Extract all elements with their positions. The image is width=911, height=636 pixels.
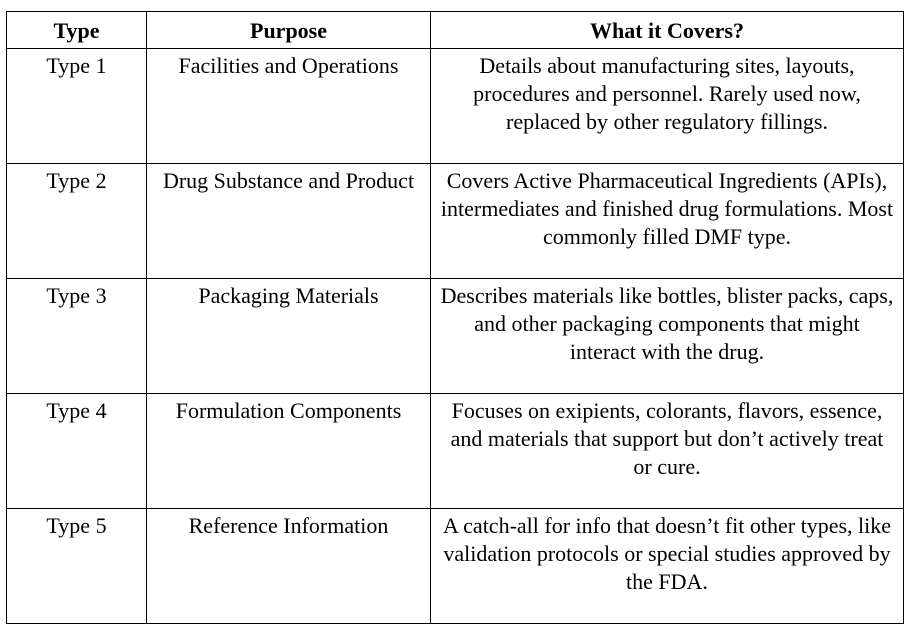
purpose-cell: Facilities and Operations bbox=[147, 49, 431, 164]
table-row bbox=[7, 394, 904, 509]
purpose-cell: Packaging Materials bbox=[147, 279, 431, 394]
table-header bbox=[7, 12, 904, 49]
covers-cell: Details about manufacturing sites, layouts, procedures and personnel. Rarely used now, replaced by other regulatory fillings. bbox=[431, 49, 904, 164]
covers-cell: A catch-all for info that doesn’t fit other types, like validation protocols or special studies approved by the FDA. bbox=[431, 509, 904, 624]
purpose-cell: Drug Substance and Product bbox=[147, 164, 431, 279]
header-covers: What it Covers? bbox=[431, 12, 904, 49]
type-cell: Type 5 bbox=[7, 509, 147, 624]
purpose-cell: Formulation Components bbox=[147, 394, 431, 509]
purpose-cell: Reference Information bbox=[147, 509, 431, 624]
table-row bbox=[7, 164, 904, 279]
dmf-types-table bbox=[6, 11, 904, 624]
covers-cell: Focuses on exipients, colorants, flavors, essence, and materials that support but don’t actively treat or cure. bbox=[431, 394, 904, 509]
covers-cell: Describes materials like bottles, blister packs, caps, and other packaging components that might interact with the drug. bbox=[431, 279, 904, 394]
table-row bbox=[7, 279, 904, 394]
table-body bbox=[7, 49, 904, 624]
type-cell: Type 2 bbox=[7, 164, 147, 279]
covers-cell: Covers Active Pharmaceutical Ingredients (APIs), intermediates and finished drug formulations. Most commonly filled DMF type. bbox=[431, 164, 904, 279]
type-cell: Type 4 bbox=[7, 394, 147, 509]
type-cell: Type 1 bbox=[7, 49, 147, 164]
table-row bbox=[7, 49, 904, 164]
header-purpose: Purpose bbox=[147, 12, 431, 49]
type-cell: Type 3 bbox=[7, 279, 147, 394]
header-row bbox=[7, 12, 904, 49]
header-type: Type bbox=[7, 12, 147, 49]
table-row bbox=[7, 509, 904, 624]
